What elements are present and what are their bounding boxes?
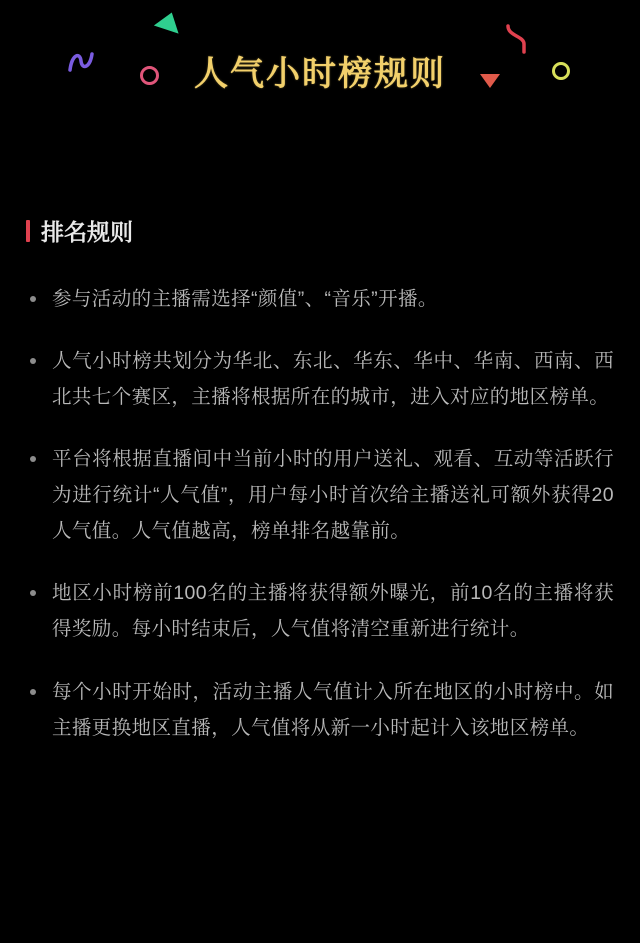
section-heading-label: 排名规则 (41, 219, 133, 245)
list-item: 参与活动的主播需选择“颜值”、“音乐”开播。 (26, 281, 614, 317)
list-item: 每个小时开始时，活动主播人气值计入所在地区的小时榜中。如主播更换地区直播，人气值将从新一小时起计入该地区榜单。 (26, 674, 614, 746)
page-header (0, 0, 640, 150)
page-title: 人气小时榜规则 (194, 55, 446, 93)
list-item: 地区小时榜前100名的主播将获得额外曝光，前10名的主播将获得奖励。每小时结束后，人气值将清空重新进行统计。 (26, 575, 614, 647)
rules-list (26, 281, 614, 746)
section-heading (26, 214, 614, 247)
triangle-green-icon (154, 8, 184, 33)
list-item: 平台将根据直播间中当前小时的用户送礼、观看、互动等活跃行为进行统计“人气值”，用户每小时首次给主播送礼可额外获得20人气值。人气值越高，榜单排名越靠前。 (26, 441, 614, 549)
list-item: 人气小时榜共划分为华北、东北、华东、华中、华南、西南、西北共七个赛区，主播将根据所在的城市，进入对应的地区榜单。 (26, 343, 614, 415)
rules-section (0, 214, 640, 746)
heading-accent-bar (26, 220, 30, 242)
